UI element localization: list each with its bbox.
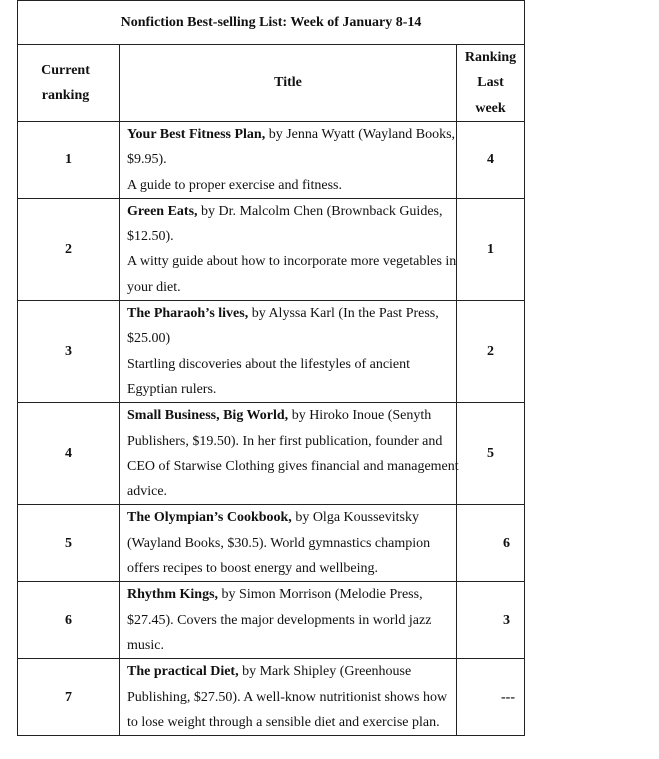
header-last-line: week	[475, 100, 506, 116]
book-title: Your Best Fitness Plan,	[127, 127, 266, 142]
book-title: The Pharaoh’s lives,	[127, 306, 249, 322]
book-description-line: $9.95).	[127, 152, 167, 168]
last-week-ranking-cell: 3	[457, 582, 525, 659]
title-cell	[120, 198, 457, 300]
book-title-line: Green Eats, by Dr. Malcolm Chen (Brownback Guides,	[127, 203, 443, 219]
book-description-line: advice.	[127, 484, 168, 500]
book-description-line: $27.45). Covers the major developments in world jazz	[127, 612, 432, 628]
book-title-line: Your Best Fitness Plan, by Jenna Wyatt (Wayland Books,	[127, 127, 456, 142]
last-week-ranking-cell: 1	[457, 198, 525, 300]
table-title-row	[18, 1, 525, 45]
current-ranking-cell: 3	[18, 301, 120, 403]
book-description-line: Startling discoveries about the lifestyles of ancient	[127, 356, 411, 372]
header-ranking-last-week	[457, 45, 525, 122]
last-week-ranking-cell: 2	[457, 301, 525, 403]
title-cell	[120, 582, 457, 659]
last-week-ranking-cell: 4	[457, 122, 525, 199]
current-ranking-cell: 6	[18, 582, 120, 659]
book-description-line: (Wayland Books, $30.5). World gymnastics champion	[127, 535, 431, 551]
book-description-line: to lose weight through a sensible diet and exercise plan.	[127, 714, 440, 730]
book-title-line: The Pharaoh’s lives, by Alyssa Karl (In the Past Press,	[127, 306, 439, 322]
table-row	[18, 403, 525, 505]
header-last-line: Ranking	[464, 50, 517, 66]
book-title-line: Rhythm Kings, by Simon Morrison (Melodie Press,	[127, 587, 423, 603]
book-description-line: $25.00)	[127, 331, 171, 347]
book-title: Rhythm Kings,	[127, 587, 219, 603]
book-description-line: $12.50).	[127, 229, 174, 245]
current-ranking-cell: 1	[18, 122, 120, 199]
title-cell	[120, 122, 457, 199]
book-title-line: The Olympian’s Cookbook, by Olga Koussevitsky	[127, 510, 419, 526]
book-description-line: A witty guide about how to incorporate more vegetables in	[127, 254, 457, 270]
last-week-ranking-cell: ---	[457, 659, 525, 736]
current-ranking-cell: 2	[18, 198, 120, 300]
book-title-line: The practical Diet, by Mark Shipley (Greenhouse	[127, 664, 412, 680]
table-row	[18, 198, 525, 300]
table-row	[18, 505, 525, 582]
table-row	[18, 122, 525, 199]
table-row	[18, 582, 525, 659]
book-description-line: CEO of Starwise Clothing gives financial and management	[127, 458, 459, 474]
header-current-line: Current	[41, 62, 90, 78]
header-current-ranking	[18, 45, 120, 122]
book-description-line: A guide to proper exercise and fitness.	[127, 177, 342, 193]
book-description-line: offers recipes to boost energy and wellbeing.	[127, 561, 379, 577]
book-title: Green Eats,	[127, 203, 198, 219]
book-description-line: Publishing, $27.50). A well-know nutritionist shows how	[127, 689, 448, 705]
book-title-line: Small Business, Big World, by Hiroko Inoue (Senyth	[127, 408, 432, 424]
book-description-line: your diet.	[127, 279, 181, 295]
current-ranking-cell: 5	[18, 505, 120, 582]
current-ranking-cell: 4	[18, 403, 120, 505]
book-title: The Olympian’s Cookbook,	[127, 510, 292, 526]
current-ranking-cell: 7	[18, 659, 120, 736]
book-description-line: Egyptian rulers.	[127, 381, 217, 397]
table-row	[18, 659, 525, 736]
book-description-line: music.	[127, 637, 164, 653]
title-cell	[120, 403, 457, 505]
bestseller-table	[17, 0, 525, 736]
title-cell	[120, 301, 457, 403]
header-row	[18, 45, 525, 122]
book-title: Small Business, Big World,	[127, 408, 289, 424]
last-week-ranking-cell: 5	[457, 403, 525, 505]
book-title: The practical Diet,	[127, 664, 239, 680]
header-last-line: Last	[477, 75, 504, 91]
title-cell	[120, 505, 457, 582]
book-description-line: Publishers, $19.50). In her first publication, founder and	[127, 433, 443, 449]
header-title: Title	[120, 45, 457, 122]
table-row	[18, 301, 525, 403]
last-week-ranking-cell: 6	[457, 505, 525, 582]
title-cell	[120, 659, 457, 736]
table-title: Nonfiction Best-selling List: Week of January 8-14	[18, 1, 525, 45]
header-current-line: ranking	[41, 88, 90, 103]
